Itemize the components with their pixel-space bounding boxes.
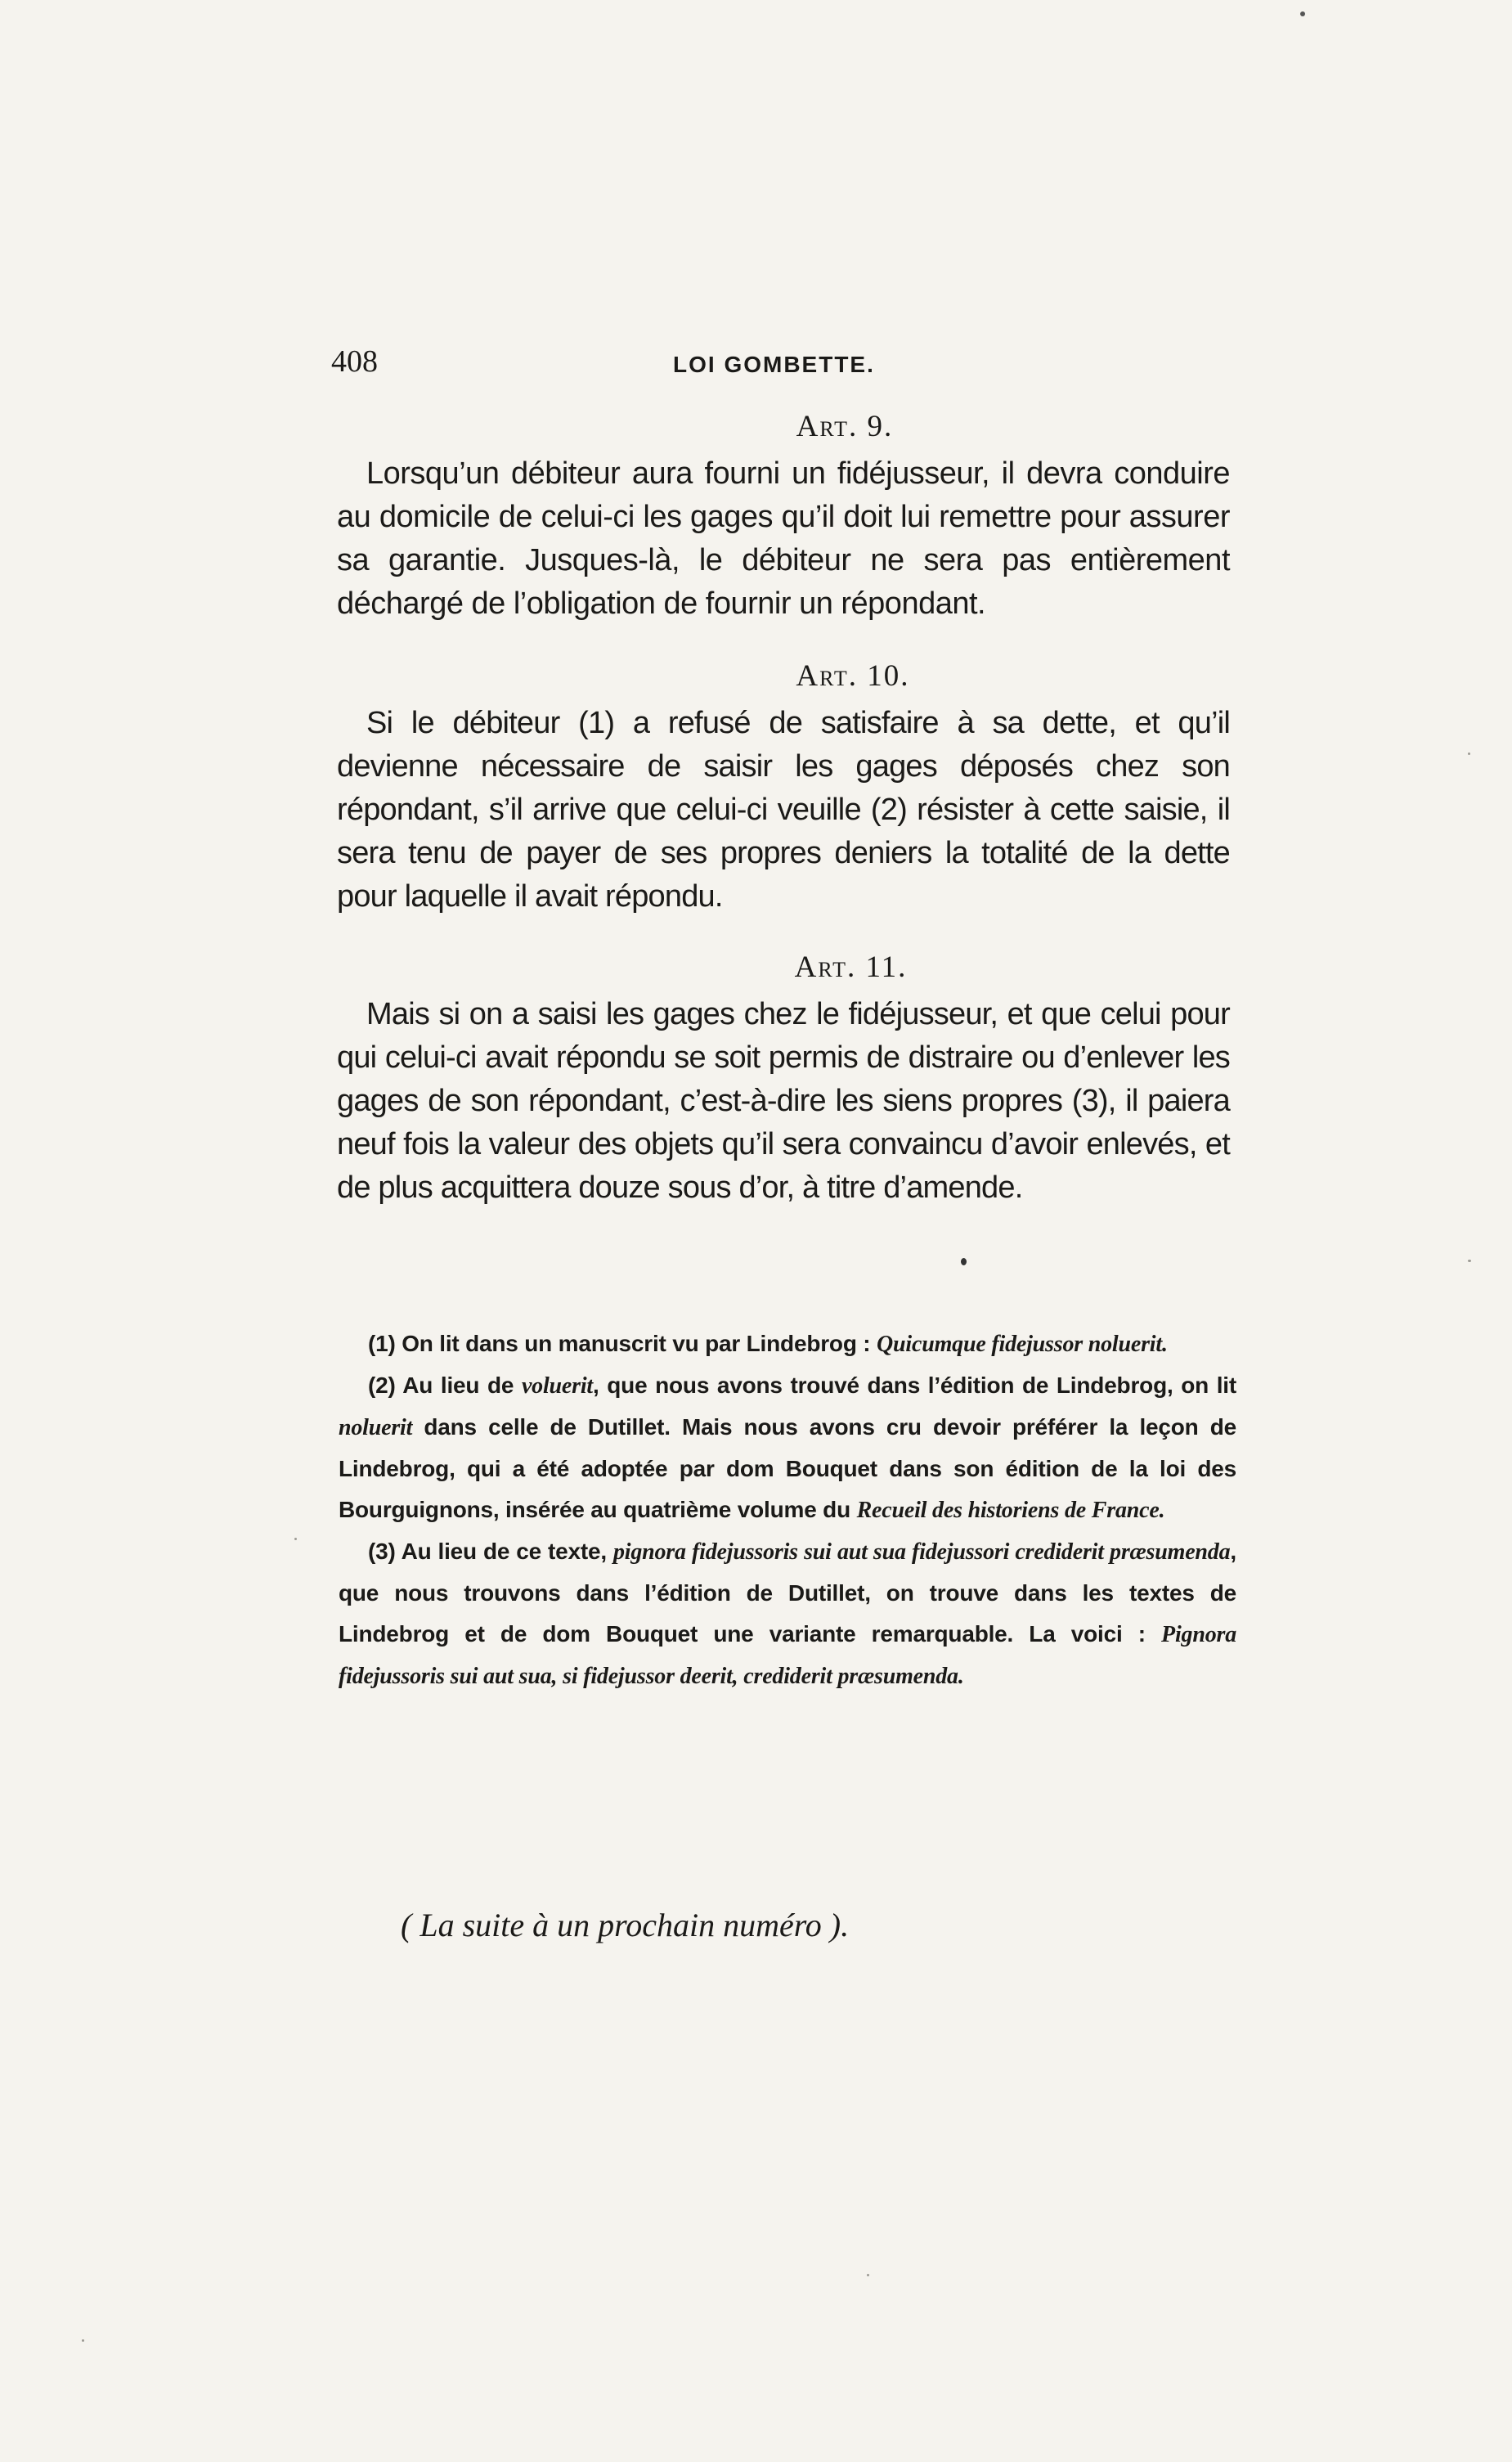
paper-speck — [867, 2274, 869, 2276]
article-11-text: Mais si on a saisi les gages chez le fidéjusseur, et que celui pour qui celui-ci avait répondu se soit permis de distraire ou d’enlever les gages de son répondant, c’est-à-dire les siens propres (3), il paiera neuf fois la valeur des objets qu’il sera convaincu d’avoir enlevés, et de plus acquittera douze sous d’or, à titre d’amende. — [337, 997, 1230, 1205]
footnote-1-marker: (1) — [368, 1331, 396, 1356]
footnote-3-text-b: , que nous trouvons dans l’édition de Dutillet, on trouve dans les textes de Lindebrog et de dom Bouquet une variante remarquable. La voici : — [339, 1539, 1236, 1647]
paper-speck — [294, 1538, 297, 1540]
footnote-2-marker: (2) — [368, 1373, 396, 1398]
continuation-note: ( La suite à un prochain numéro ). — [401, 1907, 850, 1943]
footnote-3-marker: (3) — [368, 1539, 396, 1564]
paper-speck — [961, 1258, 967, 1265]
footnote-2-text-c: dans celle de Dutillet. Mais nous avons cru devoir préférer la leçon de Lindebrog, qui a été adoptée par dom Bouquet dans son édition de la loi des Bourguignons, insérée au quatrième volume du — [339, 1414, 1236, 1522]
running-title: LOI GOMBETTE. — [673, 352, 875, 377]
article-10-text: Si le débiteur (1) a refusé de satisfaire à sa dette, et qu’il devienne nécessaire de saisir les gages déposés chez son répondant, s’il arrive que celui-ci veuille (2) résister à cette saisie, il sera tenu de payer de ses propres deniers la totalité de la dette pour laquelle il avait répondu. — [337, 706, 1230, 914]
footnote-2-text-b: , que nous avons trouvé dans l’édition de Lindebrog, on lit — [593, 1373, 1236, 1398]
footnote-2 — [339, 1365, 1236, 1531]
footnote-3-italic-a: pignora fidejussoris sui aut sua fidejussori crediderit præsumenda — [612, 1539, 1231, 1565]
footnote-2-italic-b: noluerit — [339, 1415, 413, 1440]
footnote-3 — [339, 1531, 1236, 1697]
article-10-heading: Art. 10. — [796, 659, 910, 693]
page-header — [331, 344, 1255, 393]
paper-speck — [1468, 753, 1470, 755]
footnote-1-italic: Quicumque fidejussor noluerit. — [877, 1332, 1168, 1357]
footnote-3-text-a: Au lieu de ce texte, — [395, 1539, 613, 1564]
paper-speck — [1300, 11, 1305, 16]
footnote-2-italic-c: Recueil des historiens de France. — [856, 1498, 1165, 1523]
footnote-3-italic-b: Pignora fidejussoris sui aut sua, si fidejussor deerit, crediderit præsumenda. — [339, 1622, 1236, 1689]
paper-speck — [1468, 1260, 1471, 1262]
footnote-1-text: On lit dans un manuscrit vu par Lindebrog : — [395, 1331, 877, 1356]
page-number: 408 — [331, 344, 378, 379]
main-text — [337, 409, 1230, 1210]
footnote-2-text-a: Au lieu de — [395, 1373, 522, 1398]
footnotes — [339, 1323, 1236, 1697]
paper-speck — [82, 2339, 84, 2342]
footnote-1 — [339, 1323, 1236, 1365]
article-11-heading: Art. 11. — [794, 950, 908, 984]
article-9-text: Lorsqu’un débiteur aura fourni un fidéjusseur, il devra conduire au domicile de celui-ci les gages qu’il doit lui remettre pour assurer sa garantie. Jusques-là, le débiteur ne sera pas entièrement déchargé de l’obligation de fournir un répondant. — [337, 456, 1230, 621]
article-9-heading: Art. 9. — [796, 410, 894, 443]
footnote-2-italic-a: voluerit — [521, 1373, 593, 1399]
